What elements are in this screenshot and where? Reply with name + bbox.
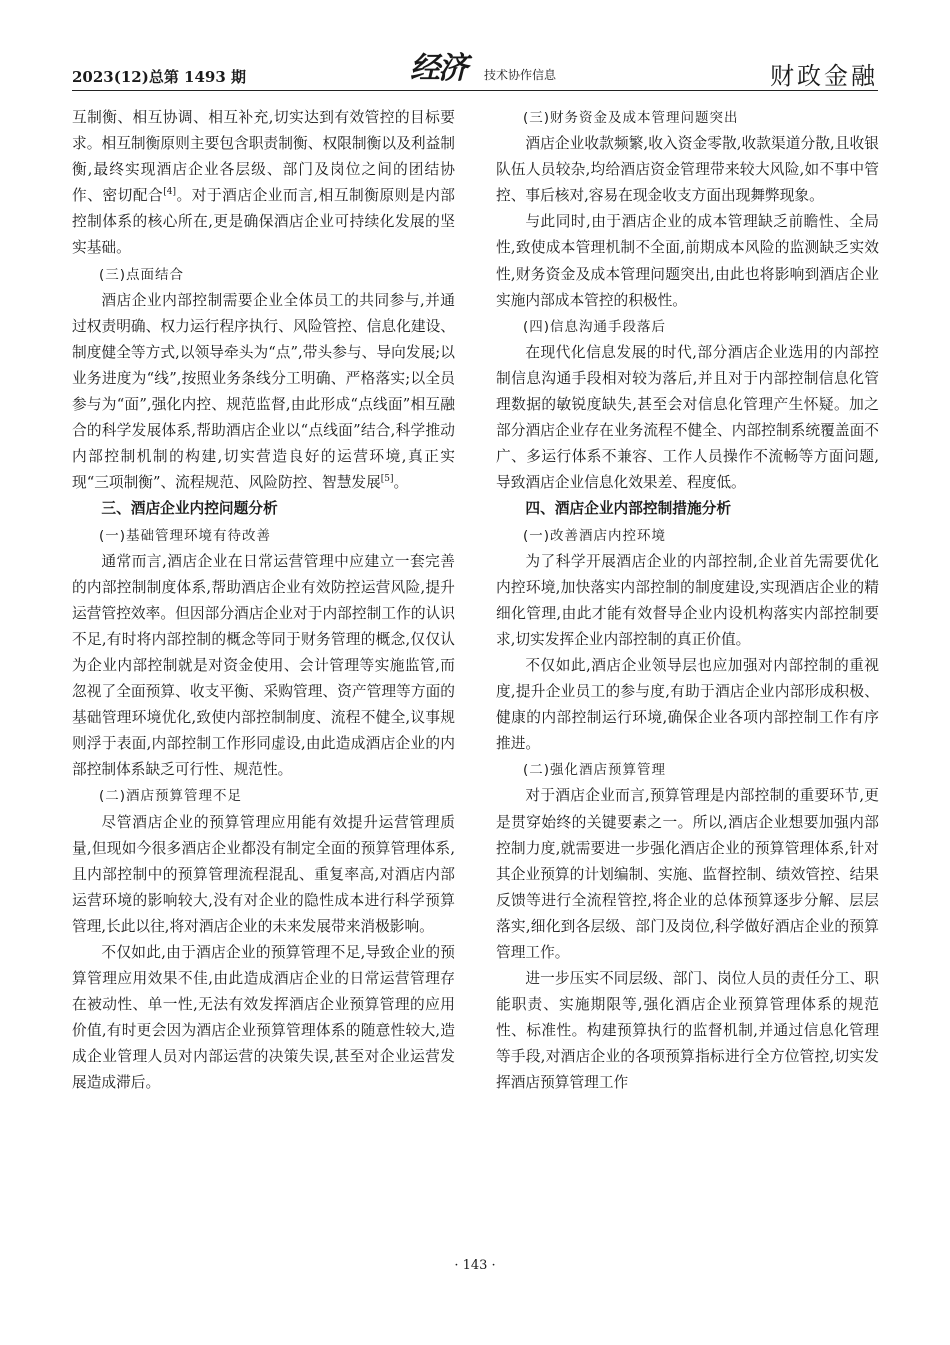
paragraph: 互制衡、相互协调、相互补充,切实达到有效管控的目标要求。相互制衡原则主要包含职责制衡、权限制衡以及利益制衡,最终实现酒店企业各层级、部门及岗位之间的团结协作、密切配合[4]。对于酒店企业而言,相互制衡原则是内部控制体系的核心所在,更是确保酒店企业可持续化发展的坚实基础。 <box>72 109 455 257</box>
paragraph: 酒店企业内部控制需要企业全体员工的共同参与,并通过权责明确、权力运行程序执行、风险管控、信息化建设、制度健全等方式,以领导牵头为“点”,带头参与、导向发展;以业务进度为“线”,按照业务条线分工明确、严格落实;以全员参与为“面”,强化内控、规范监督,由此形成“点线面”相互融合的科学发展体系,帮助酒店企业以“点线面”结合,科学推动内部控制机制的构建,切实营造良好的运营环境,真正实现“三项制衡”、流程规范、风险防控、智慧发展[5]。 <box>72 291 455 492</box>
citation-ref: [5] <box>380 474 394 485</box>
subsection-heading: (一)改善酒店内控环境 <box>523 527 667 544</box>
paragraph: 对于酒店企业而言,预算管理是内部控制的重要环节,更是贯穿始终的关键要素之一。所以,酒店企业想要加强内部控制力度,就需要进一步强化酒店企业的预算管理体系,针对其企业预算的计划编制、实施、监督控制、绩效管控、结果反馈等进行全流程管控,将企业的总体预算逐步分解、层层落实,细化到各层级、部门及岗位,科学做好酒店企业的预算管理工作。 <box>496 787 879 961</box>
citation-ref: [4] <box>163 187 177 198</box>
subsection-heading: (三)点面结合 <box>99 266 185 283</box>
page-number: · 143 · <box>454 1258 496 1273</box>
subsection-heading: (一)基础管理环境有待改善 <box>99 527 272 544</box>
paragraph: 不仅如此,由于酒店企业的预算管理不足,导致企业的预算管理应用效果不佳,由此造成酒店企业的日常运营管理存在被动性、单一性,无法有效发挥酒店企业预算管理的应用价值,有时更会因为酒店企业预算管理体系的随意性较大,造成企业管理人员对内部运营的决策失误,甚至对企业运营发展造成滞后。 <box>72 944 455 1092</box>
subsection-heading: (三)财务资金及成本管理问题突出 <box>523 110 739 126</box>
subsection-heading: (二)强化酒店预算管理 <box>523 762 667 779</box>
section-heading: 四、酒店企业内部控制措施分析 <box>525 500 732 518</box>
paragraph: 与此同时,由于酒店企业的成本管理缺乏前瞻性、全局性,致使成本管理机制不全面,前期成本风险的监测缺乏实效性,财务资金及成本管理问题突出,由此也将影响到酒店企业实施内部成本管控的积极性。 <box>496 213 879 309</box>
subsection-heading: (二)酒店预算管理不足 <box>99 788 243 805</box>
issue-number: 2023(12)总第 1493 期 <box>72 68 247 86</box>
paragraph: 进一步压实不同层级、部门、岗位人员的责任分工、职能职责、实施期限等,强化酒店企业预算管理体系的规范性、标准性。构建预算执行的监督机制,并通过信息化管理等手段,对酒店企业的各项预算指标进行全方位管控,切实发挥酒店预算管理工作 <box>496 970 879 1092</box>
paragraph: 尽管酒店企业的预算管理应用能有效提升运营管理质量,但现如今很多酒店企业都没有制定全面的预算管理体系,且内部控制中的预算管理流程混乱、重复率高,对酒店内部运营环境的影响较大,没有对企业的隐性成本进行科学预算管理,长此以往,将对酒店企业的未来发展带来消极影响。 <box>72 813 455 935</box>
section-title: 财政金融 <box>770 62 878 90</box>
header-rule <box>72 90 878 91</box>
subsection-heading: (四)信息沟通手段落后 <box>523 318 667 335</box>
section-heading: 三、酒店企业内控问题分析 <box>101 500 278 518</box>
journal-subtitle: 技术协作信息 <box>484 68 557 82</box>
journal-logo: 经济 <box>410 51 466 86</box>
paragraph: 通常而言,酒店企业在日常运营管理中应建立一套完善的内部控制制度体系,帮助酒店企业有效防控运营风险,提升运营管控效率。但因部分酒店企业对于内部控制工作的认识不足,有时将内部控制的概念等同于财务管理的概念,仅仅认为企业内部控制就是对资金使用、会计管理等实施监管,而忽视了全面预算、收支平衡、采购管理、资产管理等方面的基础管理环境优化,致使内部控制制度、流程不健全,议事规则浮于表面,内部控制工作形同虚设,由此造成酒店企业的内部控制体系缺乏可行性、规范性。 <box>72 552 455 779</box>
right-column <box>496 105 879 1097</box>
paragraph: 在现代化信息发展的时代,部分酒店企业选用的内部控制信息沟通手段相对较为落后,并且对于内部控制信息化管理数据的敏锐度缺失,甚至会对信息化管理产生怀疑。加之部分酒店企业存在业务流程不健全、内部控制系统覆盖面不广、多运行体系不兼容、工作人员操作不流畅等方面问题,导致酒店企业信息化效果差、程度低。 <box>496 343 879 492</box>
paragraph: 不仅如此,酒店企业领导层也应加强对内部控制的重视度,提升企业员工的参与度,有助于酒店企业内部形成积极、健康的内部控制运行环境,确保企业各项内部控制工作有序推进。 <box>496 656 879 753</box>
paragraph: 为了科学开展酒店企业的内部控制,企业首先需要优化内控环境,加快落实内部控制的制度建设,实现酒店企业的精细化管理,由此才能有效督导企业内设机构落实内部控制要求,切实发挥企业内部控制的真正价值。 <box>496 552 879 648</box>
paragraph: 酒店企业收款频繁,收入资金零散,收款渠道分散,且收银队伍人员较杂,均给酒店资金管理带来较大风险,如不事中管控、事后核对,容易在现金收支方面出现舞弊现象。 <box>496 135 879 205</box>
left-column <box>72 105 455 1097</box>
page-header <box>72 50 878 94</box>
